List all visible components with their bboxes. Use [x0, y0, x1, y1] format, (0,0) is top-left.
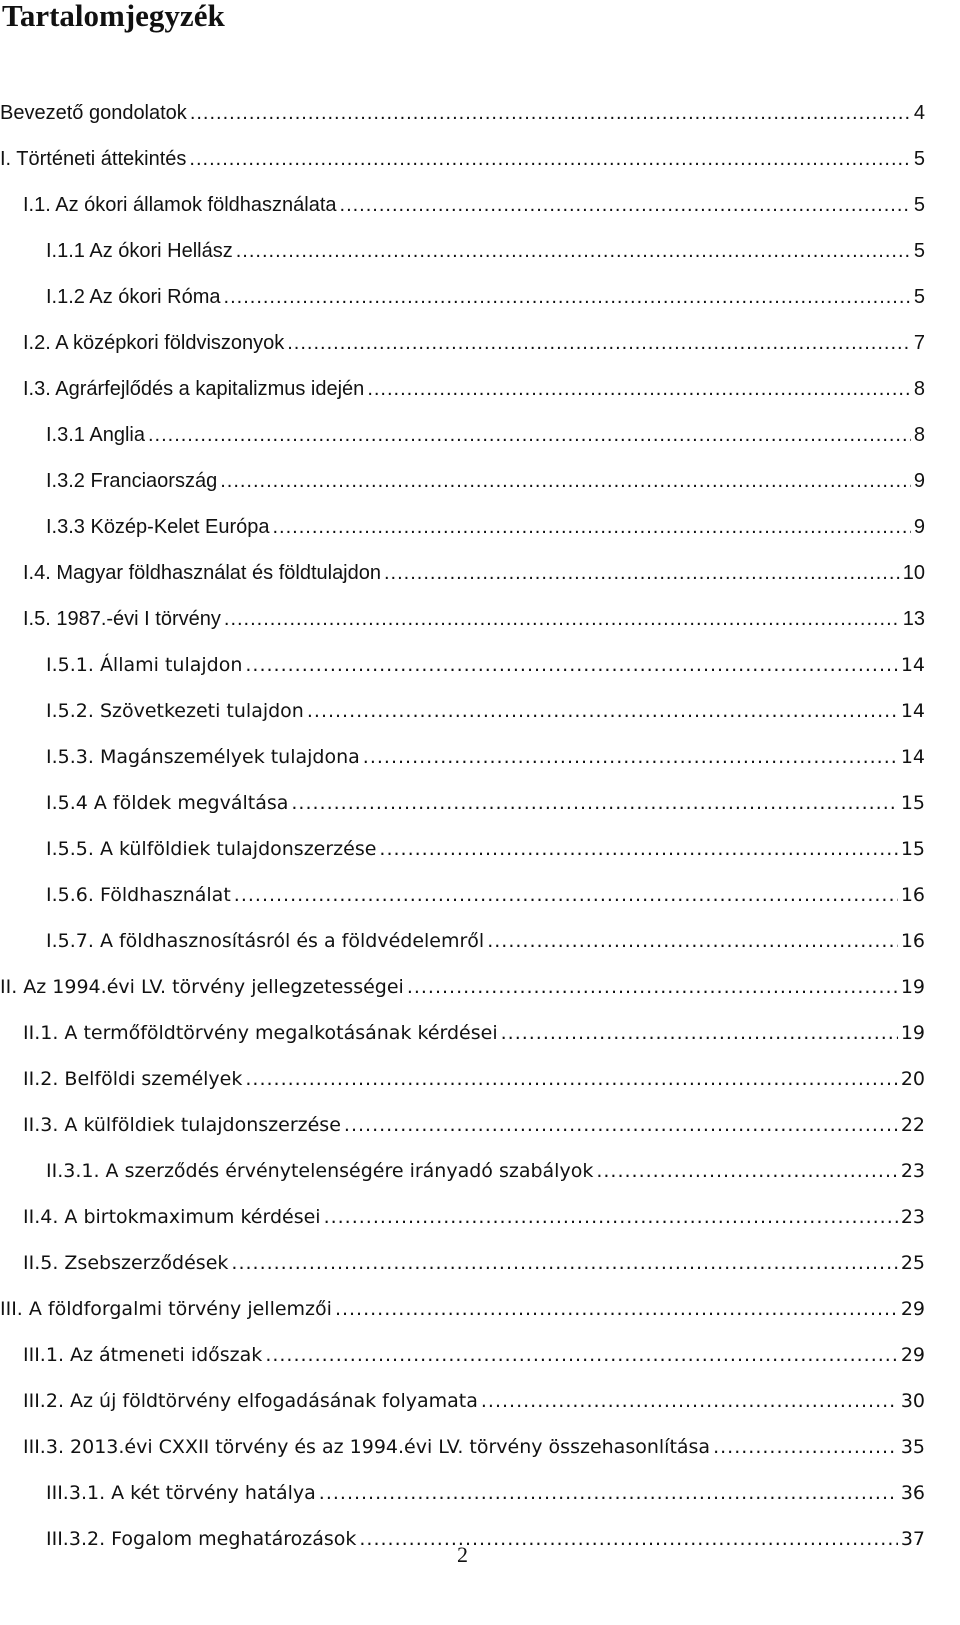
toc-dot-leader [596, 1148, 897, 1194]
toc-entry-label: II.5. Zsebszerződések [23, 1252, 229, 1274]
toc-entry-page-number: 19 [900, 976, 925, 998]
toc-entry-page-number: 29 [900, 1298, 925, 1320]
toc-entry-label: I.5.1. Állami tulajdon [46, 654, 243, 676]
toc-entry-page-number: 25 [900, 1252, 925, 1274]
toc-dot-leader [487, 918, 898, 964]
toc-entry[interactable] [0, 182, 925, 228]
toc-dot-leader [367, 366, 911, 412]
toc-entry-page-number: 13 [902, 608, 925, 630]
toc-entry-page-number: 37 [900, 1528, 925, 1550]
toc-dot-leader [234, 872, 898, 918]
toc-entry-page-number: 9 [913, 516, 925, 538]
toc-entry[interactable] [0, 1056, 925, 1102]
toc-entry-page-number: 4 [913, 102, 925, 124]
toc-entry-label: I.5.6. Földhasználat [46, 884, 231, 906]
toc-entry-page-number: 5 [913, 194, 925, 216]
toc-dot-leader [307, 688, 898, 734]
toc-dot-leader [291, 780, 897, 826]
toc-dot-leader [713, 1424, 898, 1470]
toc-dot-leader [245, 1056, 897, 1102]
toc-dot-leader [148, 412, 911, 458]
toc-entry-label: I.5. 1987.-évi I törvény [23, 608, 221, 630]
toc-dot-leader [335, 1286, 898, 1332]
toc-entry-label: III.3.1. A két törvény hatálya [46, 1482, 316, 1504]
toc-entry-label: I.5.7. A földhasznosításról és a földvédelemről [46, 930, 485, 952]
toc-entry[interactable] [0, 826, 925, 872]
toc-entry-label: II.3. A külföldiek tulajdonszerzése [23, 1114, 341, 1136]
toc-dot-leader [379, 826, 897, 872]
toc-entry-label: I.2. A középkori földviszonyok [23, 332, 285, 354]
toc-entry-label: III. A földforgalmi törvény jellemzői [0, 1298, 332, 1320]
toc-entry-page-number: 14 [900, 700, 925, 722]
toc-dot-leader [236, 228, 911, 274]
toc-entry[interactable] [0, 872, 925, 918]
toc-entry-page-number: 16 [900, 930, 925, 952]
table-of-contents [0, 90, 925, 1562]
toc-entry-page-number: 16 [900, 884, 925, 906]
page-title: Tartalomjegyzék [2, 0, 225, 33]
toc-dot-leader [319, 1470, 898, 1516]
toc-entry-page-number: 14 [900, 746, 925, 768]
toc-entry-label: III.3.2. Fogalom meghatározások [46, 1528, 357, 1550]
toc-entry[interactable] [0, 412, 925, 458]
toc-entry[interactable] [0, 228, 925, 274]
toc-entry-label: I.3. Agrárfejlődés a kapitalizmus idején [23, 378, 365, 400]
toc-entry-label: I.3.3 Közép-Kelet Európa [46, 516, 270, 538]
toc-entry[interactable] [0, 964, 925, 1010]
toc-entry[interactable] [0, 596, 925, 642]
toc-dot-leader [272, 504, 910, 550]
toc-entry[interactable] [0, 918, 925, 964]
toc-entry[interactable] [0, 1010, 925, 1056]
toc-entry-page-number: 10 [902, 562, 925, 584]
toc-entry-label: II.4. A birtokmaximum kérdései [23, 1206, 321, 1228]
toc-entry[interactable] [0, 136, 925, 182]
toc-entry[interactable] [0, 1378, 925, 1424]
toc-entry[interactable] [0, 1424, 925, 1470]
toc-entry[interactable] [0, 734, 925, 780]
toc-entry-label: I.1.2 Az ókori Róma [46, 286, 221, 308]
toc-entry-page-number: 29 [900, 1344, 925, 1366]
toc-entry[interactable] [0, 366, 925, 412]
toc-entry-page-number: 15 [900, 792, 925, 814]
toc-entry[interactable] [0, 504, 925, 550]
toc-entry[interactable] [0, 550, 925, 596]
toc-entry-label: I.1.1 Az ókori Hellász [46, 240, 233, 262]
toc-entry-page-number: 7 [913, 332, 925, 354]
toc-dot-leader [245, 642, 897, 688]
toc-entry-label: III.3. 2013.évi CXXII törvény és az 1994.évi LV. törvény összehasonlítása [23, 1436, 711, 1458]
toc-dot-leader [481, 1378, 898, 1424]
toc-entry[interactable] [0, 642, 925, 688]
toc-entry-page-number: 8 [913, 424, 925, 446]
toc-entry-page-number: 15 [900, 838, 925, 860]
toc-entry-page-number: 35 [900, 1436, 925, 1458]
toc-entry[interactable] [0, 1286, 925, 1332]
toc-entry[interactable] [0, 1102, 925, 1148]
toc-dot-leader [224, 596, 900, 642]
toc-entry[interactable] [0, 320, 925, 366]
toc-entry-label: II. Az 1994.évi LV. törvény jellegzetességei [0, 976, 404, 998]
toc-entry-page-number: 9 [913, 470, 925, 492]
toc-entry[interactable] [0, 458, 925, 504]
toc-entry-page-number: 5 [913, 286, 925, 308]
toc-entry[interactable] [0, 1240, 925, 1286]
toc-entry-page-number: 23 [900, 1206, 925, 1228]
toc-entry-page-number: 36 [900, 1482, 925, 1504]
toc-entry-label: III.2. Az új földtörvény elfogadásának folyamata [23, 1390, 478, 1412]
toc-entry-page-number: 22 [900, 1114, 925, 1136]
toc-entry-page-number: 19 [900, 1022, 925, 1044]
toc-entry-label: I.5.2. Szövetkezeti tulajdon [46, 700, 304, 722]
toc-entry[interactable] [0, 90, 925, 136]
toc-entry-label: III.1. Az átmeneti időszak [23, 1344, 263, 1366]
toc-entry-label: I.3.1 Anglia [46, 424, 145, 446]
toc-entry-label: Bevezető gondolatok [0, 102, 187, 124]
toc-entry-label: I.1. Az ókori államok földhasználata [23, 194, 337, 216]
toc-entry[interactable] [0, 1470, 925, 1516]
toc-entry-page-number: 5 [913, 148, 925, 170]
toc-entry-page-number: 8 [913, 378, 925, 400]
toc-dot-leader [287, 320, 911, 366]
toc-entry-page-number: 30 [900, 1390, 925, 1412]
toc-entry-label: I.5.3. Magánszemélyek tulajdona [46, 746, 360, 768]
toc-dot-leader [340, 182, 911, 228]
toc-entry-label: I.3.2 Franciaország [46, 470, 218, 492]
toc-entry[interactable] [0, 274, 925, 320]
toc-entry-page-number: 20 [900, 1068, 925, 1090]
toc-entry[interactable] [0, 1194, 925, 1240]
toc-dot-leader [224, 274, 911, 320]
toc-entry-label: I.5.5. A külföldiek tulajdonszerzése [46, 838, 377, 860]
toc-entry-page-number: 14 [900, 654, 925, 676]
toc-dot-leader [189, 136, 910, 182]
toc-dot-leader [220, 458, 911, 504]
toc-dot-leader [324, 1194, 898, 1240]
toc-entry[interactable] [0, 1148, 925, 1194]
toc-entry-page-number: 23 [900, 1160, 925, 1182]
toc-dot-leader [363, 734, 898, 780]
toc-entry[interactable] [0, 1332, 925, 1378]
toc-dot-leader [407, 964, 898, 1010]
toc-dot-leader [265, 1332, 898, 1378]
toc-dot-leader [501, 1010, 898, 1056]
toc-entry-page-number: 5 [913, 240, 925, 262]
toc-entry-label: II.3.1. A szerződés érvénytelenségére irányadó szabályok [46, 1160, 594, 1182]
toc-dot-leader [231, 1240, 897, 1286]
toc-entry-label: I.4. Magyar földhasználat és földtulajdon [23, 562, 381, 584]
toc-entry-label: II.2. Belföldi személyek [23, 1068, 243, 1090]
toc-entry[interactable] [0, 780, 925, 826]
toc-entry[interactable] [0, 688, 925, 734]
toc-dot-leader [344, 1102, 898, 1148]
toc-entry-label: I. Történeti áttekintés [0, 148, 187, 170]
toc-dot-leader [384, 550, 900, 596]
page-number: 2 [457, 1542, 468, 1567]
toc-entry-label: I.5.4 A földek megváltása [46, 792, 289, 814]
toc-entry-label: II.1. A termőföldtörvény megalkotásának kérdései [23, 1022, 498, 1044]
toc-dot-leader [190, 90, 911, 136]
